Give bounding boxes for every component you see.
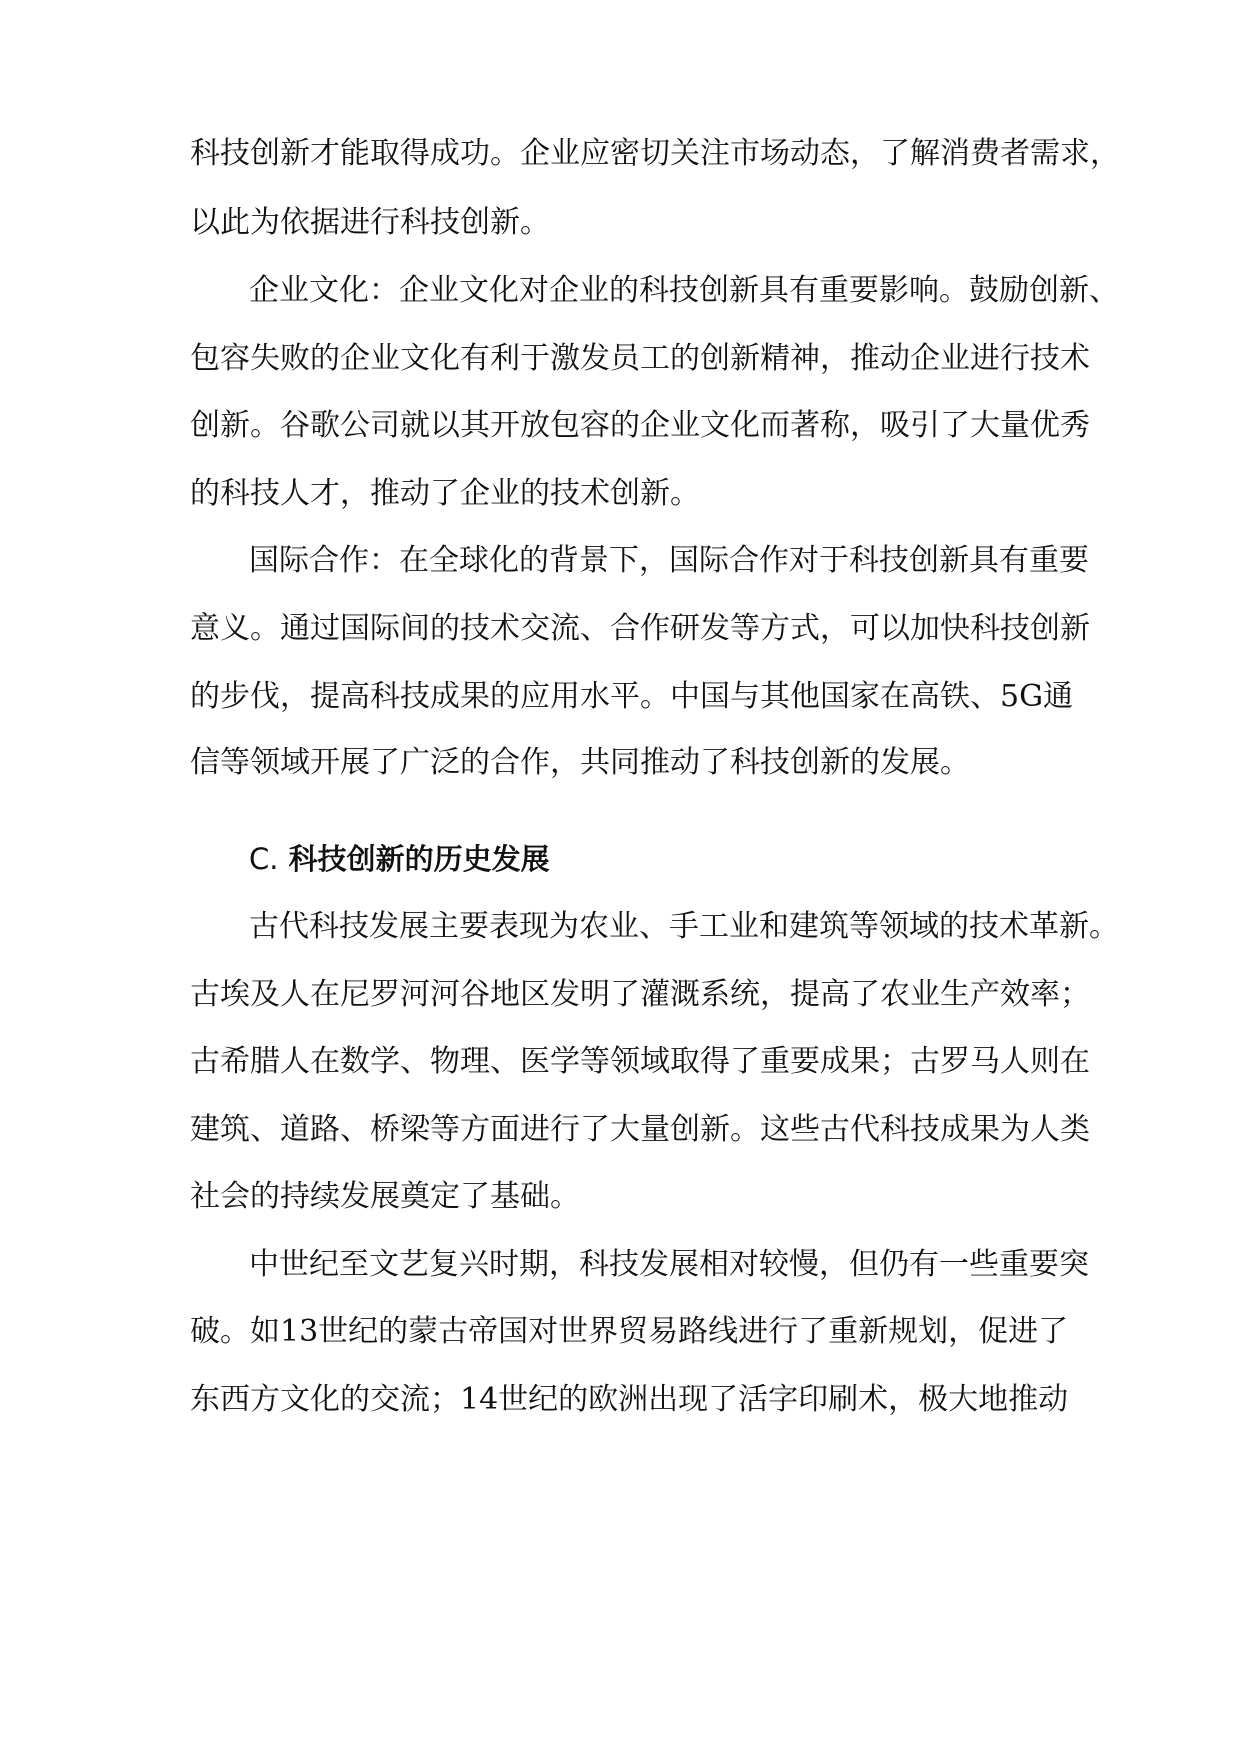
section-heading-number: C. [249, 842, 279, 876]
body-line: 信等领域开展了广泛的合作，共同推动了科技创新的发展。 [190, 745, 970, 780]
paragraph-start-line: 国际合作：在全球化的背景下，国际合作对于科技创新具有重要 [249, 543, 1089, 578]
body-line: 社会的持续发展奠定了基础。 [190, 1179, 580, 1214]
body-line: 创新。谷歌公司就以其开放包容的企业文化而著称，吸引了大量优秀 [190, 408, 1090, 443]
section-heading [249, 839, 550, 879]
paragraph-start-line: 中世纪至文艺复兴时期，科技发展相对较慢，但仍有一些重要突 [249, 1247, 1089, 1282]
body-line: 古埃及人在尼罗河河谷地区发明了灌溉系统，提高了农业生产效率； [190, 977, 1090, 1012]
body-line: 意义。通过国际间的技术交流、合作研发等方式，可以加快科技创新 [190, 611, 1090, 646]
body-line: 破。如13世纪的蒙古帝国对世界贸易路线进行了重新规划，促进了 [190, 1314, 1069, 1349]
body-line: 的步伐，提高科技成果的应用水平。中国与其他国家在高铁、5G通 [190, 679, 1074, 714]
body-line: 以此为依据进行科技创新。 [190, 205, 550, 240]
section-heading-title: 科技创新的历史发展 [288, 842, 550, 876]
paragraph-start-line: 古代科技发展主要表现为农业、手工业和建筑等领域的技术革新。 [249, 909, 1119, 944]
paragraph-start-line: 企业文化：企业文化对企业的科技创新具有重要影响。鼓励创新、 [249, 273, 1119, 308]
body-line: 古希腊人在数学、物理、医学等领域取得了重要成果；古罗马人则在 [190, 1044, 1090, 1079]
body-line: 东西方文化的交流；14世纪的欧洲出现了活字印刷术，极大地推动 [190, 1382, 1069, 1417]
body-line: 的科技人才，推动了企业的技术创新。 [190, 476, 700, 511]
body-line: 包容失败的企业文化有利于激发员工的创新精神，推动企业进行技术 [190, 341, 1090, 376]
body-line: 建筑、道路、桥梁等方面进行了大量创新。这些古代科技成果为人类 [190, 1112, 1090, 1147]
body-line: 科技创新才能取得成功。企业应密切关注市场动态，了解消费者需求， [190, 136, 1120, 171]
